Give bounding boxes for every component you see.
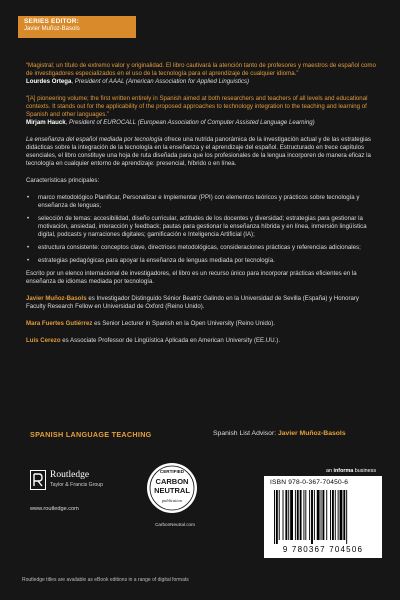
author-name: Mara Fuertes Gutiérrez	[26, 320, 93, 327]
isbn-barcode	[264, 476, 382, 558]
ean-digits: 9 780367 704506	[282, 545, 364, 554]
informa-business	[326, 468, 376, 474]
quote-2: “[A] pioneering volume; the first written entirely in Spanish aimed at both researchers and teachers of all levels and educational contexts. It stands out for the applicability of the proposed approaches to technology integration to the teaching and learning of Spanish and other languages.” Mirjam Hauck, President of EUROCALL (European Association of Computer Assisted Language Learning)	[26, 95, 368, 126]
author-bio-text: es Senior Lecturer in Spanish en la Open University (Reino Unido).	[92, 320, 275, 327]
carbon-badge-word1: CARBON	[155, 477, 189, 486]
publisher-url: www.routledge.com	[30, 506, 79, 512]
series-editor-name: Javier Muñoz-Basols	[24, 26, 80, 32]
book-title-italic: La enseñanza del español mediada por tecnología	[26, 136, 163, 143]
closing-paragraph: Escrito por un elenco internacional de investigadores, el libro es un recurso único para incorporar prácticas eficientes en la enseñanza de idiomas mediada por tecnología.	[26, 270, 357, 285]
publisher-subtitle: Taylor & Francis Group	[50, 482, 104, 488]
quote-author: Mirjam Hauck	[26, 119, 66, 126]
author-bio	[26, 337, 378, 345]
publisher-name: Routledge	[50, 470, 90, 480]
feature-item: • estrategias pedagógicas para apoyar la enseñanza de lenguas mediada por tecnología.	[36, 257, 378, 265]
carbon-badge-top: CERTIFIED	[159, 469, 185, 474]
intro-body: ofrece una nutrida panorámica de la investigación actual y de las estrategias didácticas sobre la integración de la tecnología en la enseñanza y el aprendizaje del español. Estructurado en trece capítulos esenciales, el libro constituye una hoja de ruta diseñada para que los profesionales de la lengua incorporen de manera eficaz la tecnología en cualquier entorno de aprendizaje: presencial, híbrido o en línea.	[26, 136, 371, 167]
author-bio	[26, 320, 378, 328]
barcode-icon	[274, 490, 372, 544]
feature-item: • selección de temas: accesibilidad, diseño curricular, actitudes de los docentes y diversidad; estrategias para gestionar la motivación, ansiedad, interacción y feedback; pautas para gestionar la enseñanza híbrida y en línea, inmersión lingüística digital, podcasts y narraciones digitales; gamificación e Inteligencia Artificial (IA);	[36, 215, 378, 239]
intro-paragraph	[26, 136, 378, 168]
series-editor-title: SERIES EDITOR:	[24, 18, 80, 25]
carbon-badge-word2: NEUTRAL	[154, 486, 190, 495]
series-name: SPANISH LANGUAGE TEACHING	[30, 430, 152, 439]
back-cover-text	[26, 62, 378, 354]
advisor-name: Javier Muñoz-Basols	[277, 430, 346, 437]
feature-item: • estructura consistente: conceptos clave, directrices metodológicas, consideraciones prácticas y referencias adicionales;	[36, 244, 378, 252]
quote-text: “[A] pioneering volume; the first written entirely in Spanish aimed at both researchers and teachers of all levels and educational contexts. It stands out for the applicability of the proposed approaches to technology integration to the teaching and learning of Spanish and other languages.”	[26, 95, 368, 118]
features-heading: Características principales:	[26, 177, 100, 184]
quote-author: Lourdes Ortega	[26, 78, 72, 85]
carbon-neutral-badge-icon	[145, 460, 199, 520]
cover-footer	[0, 424, 400, 600]
informa-suffix: business	[353, 468, 377, 474]
author-bio	[26, 295, 378, 311]
author-bio-text: es Investigador Distinguido Sénior Beatriz Galindo en la Universidad de Sevilla (España) y Honorary Faculty Research Fellow en Universidad de Oxford (Reino Unido).	[26, 295, 359, 310]
quote-role: President of AAAL (American Association for Applied Linguistics)	[74, 78, 250, 85]
author-name: Luis Cerezo	[26, 337, 61, 344]
features-list	[26, 194, 378, 265]
carbon-neutral-url: CarbonNeutral.com	[155, 522, 195, 527]
feature-item: • marco metodológico Planificar, Personalizar e Implementar (PPI) con elementos teóricos y prácticos sobre tecnología y enseñanza de lenguas;	[36, 194, 378, 210]
carbon-badge-pub: publication	[161, 498, 183, 503]
author-name: Javier Muñoz-Basols	[26, 295, 87, 302]
informa-brand: informa	[333, 468, 354, 474]
isbn-number: ISBN 978-0-367-70450-6	[270, 479, 349, 486]
ebook-note: Routledge titles are available as eBook editions in a range of digital formats	[22, 577, 189, 583]
series-editor-box	[18, 16, 136, 38]
advisor-label: Spanish List Advisor:	[213, 430, 278, 437]
quote-1: “Magistral; un título de extremo valor y originalidad. El libro cautivará la atención tanto de profesores y maestros de español como de investigadores especializados en el uso de la tecnología para el aprendizaje de cualquier idioma.” Lourdes Ortega, President of AAAL (American Association for Applied Linguistics)	[26, 62, 376, 85]
list-advisor	[213, 430, 346, 437]
informa-prefix: an	[326, 468, 334, 474]
quote-role: President of EUROCALL (European Association of Computer Assisted Language Learning)	[69, 119, 315, 126]
routledge-logo-icon	[30, 470, 46, 490]
author-bio-text: es Associate Professor de Lingüística Aplicada en American University (EE.UU.).	[60, 337, 281, 344]
quote-text: “Magistral; un título de extremo valor y originalidad. El libro cautivará la atención tanto de profesores y maestros de español como de investigadores especializados en el uso de la tecnología para el aprendizaje de cualquier idioma.”	[26, 62, 376, 77]
